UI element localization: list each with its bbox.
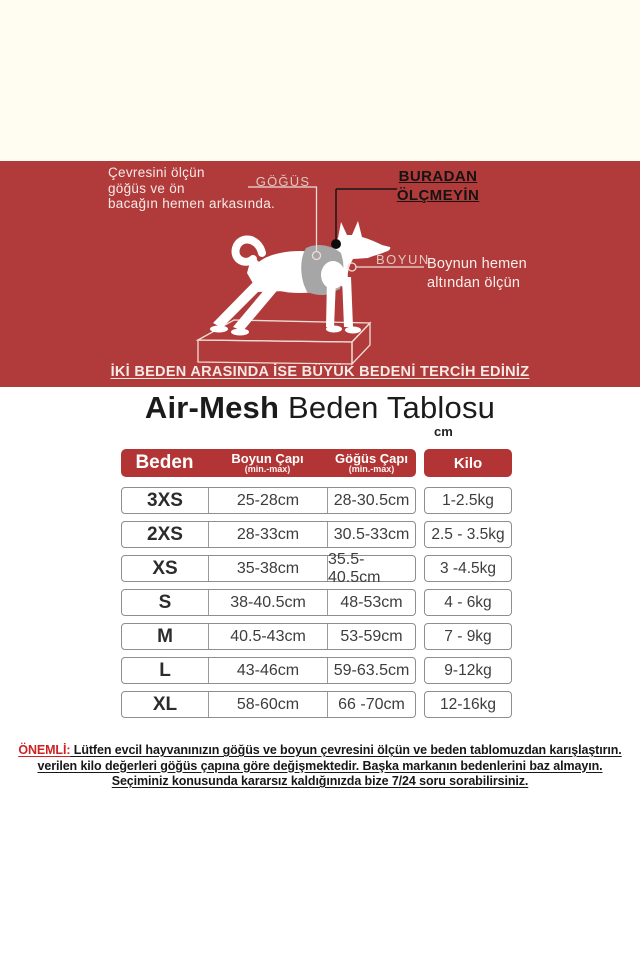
size-cell: L: [122, 658, 209, 683]
table-row: [121, 691, 512, 718]
table-row: [121, 623, 512, 650]
top-blank-strip: [0, 0, 640, 161]
header-chest-sub: (min.-max): [348, 463, 395, 474]
dog-hindfoot-near: [231, 329, 249, 336]
size-cell: 2XS: [122, 522, 209, 547]
table-row-main: [121, 487, 416, 514]
size-table-rows: [121, 487, 512, 725]
neck-cell: 40.5-43cm: [209, 624, 328, 649]
important-note: [0, 743, 640, 790]
size-cell: XS: [122, 556, 209, 581]
table-row-main: [121, 691, 416, 718]
table-row-main: [121, 521, 416, 548]
dont-measure-point-marker: [331, 239, 341, 249]
brand-name: Air-Mesh: [144, 390, 280, 425]
page-title: [0, 390, 640, 426]
important-line-3: Seçiminiz konusunda kararsız kaldığınızda bize 7/24 soru sorabilirsiniz.: [111, 774, 529, 788]
chest-cell: 48-53cm: [340, 593, 403, 611]
chest-cell: 66 -70cm: [338, 695, 405, 713]
header-size: Beden: [135, 452, 194, 473]
important-label: ÖNEMLİ:: [18, 743, 71, 757]
important-line-1-text: Lütfen evcil hayvanınızın göğüs ve boyun çevresini ölçün ve beden tablomuzdan karışlaştırın.: [70, 743, 622, 757]
neck-point-label: BOYUN: [376, 252, 430, 267]
header-chest-label: Göğüs Çapı: [335, 450, 408, 466]
weight-cell: 9-12kg: [424, 657, 512, 684]
instruction-line: Çevresini ölçün: [108, 165, 205, 180]
header-neck-sub: (min.-max): [244, 463, 291, 474]
table-row: [121, 521, 512, 548]
size-cell: M: [122, 624, 209, 649]
size-cell: XL: [122, 692, 209, 717]
header-chest: [327, 450, 416, 474]
table-row: [121, 487, 512, 514]
table-row-main: [121, 657, 416, 684]
chest-cell: 30.5-33cm: [333, 525, 410, 543]
important-line-1: [0, 743, 640, 759]
important-line-2: verilen kilo değerleri göğüs çapına göre değişmektedir. Başka markanın bedenlerini baz almayın.: [37, 758, 603, 773]
dont-measure-warning: [386, 167, 490, 205]
header-neck: [208, 450, 327, 474]
chest-cell: 59-63.5cm: [333, 661, 410, 679]
size-cell: S: [122, 590, 209, 615]
table-row: [121, 589, 512, 616]
neck-cell: 35-38cm: [209, 556, 328, 581]
unit-label: cm: [434, 424, 453, 439]
instruction-line: bacağın hemen arkasında.: [108, 196, 276, 211]
warning-line: ÖLÇMEYİN: [396, 187, 480, 204]
table-row: [121, 657, 512, 684]
table-row-main: [121, 589, 416, 616]
dog-silhouette: [210, 221, 390, 336]
chest-cell: 35.5-40.5cm: [328, 550, 381, 586]
table-header: [121, 449, 416, 477]
neck-cell: 43-46cm: [209, 658, 328, 683]
weight-cell: 1-2.5kg: [424, 487, 512, 514]
chest-point-label: GÖĞÜS: [255, 174, 311, 189]
measurement-banner: [0, 161, 640, 387]
instruction-line: göğüs ve ön: [108, 180, 185, 196]
neck-cell: 28-33cm: [209, 522, 328, 547]
header-weight: Kilo: [424, 449, 512, 477]
instruction-line: altından ölçün: [427, 274, 521, 291]
dog-frontfoot-far: [326, 326, 342, 333]
weight-cell: 7 - 9kg: [424, 623, 512, 650]
warning-line: BURADAN: [398, 168, 478, 185]
table-row-main: [121, 623, 416, 650]
dog-tail: [236, 239, 262, 261]
weight-cell: 4 - 6kg: [424, 589, 512, 616]
chest-cell: 53-59cm: [340, 627, 403, 645]
instruction-line: Boynun hemen: [427, 256, 527, 272]
weight-cell: 2.5 - 3.5kg: [424, 521, 512, 548]
dog-frontleg-far: [326, 279, 336, 327]
neck-cell: 58-60cm: [209, 692, 328, 717]
table-row-main: [121, 550, 416, 586]
weight-cell: 3 -4.5kg: [424, 555, 512, 582]
title-rest: Beden Tablosu: [279, 390, 496, 425]
table-row: [121, 550, 512, 586]
between-sizes-note: İKİ BEDEN ARASINDA İSE BÜYÜK BEDENİ TERCİH EDİNİZ: [110, 364, 530, 380]
header-neck-label: Boyun Çapı: [231, 450, 304, 466]
dog-frontfoot-near: [345, 327, 361, 334]
size-cell: 3XS: [122, 488, 209, 513]
dog-frontleg-near: [342, 277, 353, 327]
dog-hindfoot-far: [210, 326, 228, 333]
neck-cell: 25-28cm: [209, 488, 328, 513]
neck-measure-instruction: [427, 255, 527, 292]
chest-cell: 28-30.5cm: [333, 491, 410, 509]
weight-cell: 12-16kg: [424, 691, 512, 718]
neck-cell: 38-40.5cm: [209, 590, 328, 615]
